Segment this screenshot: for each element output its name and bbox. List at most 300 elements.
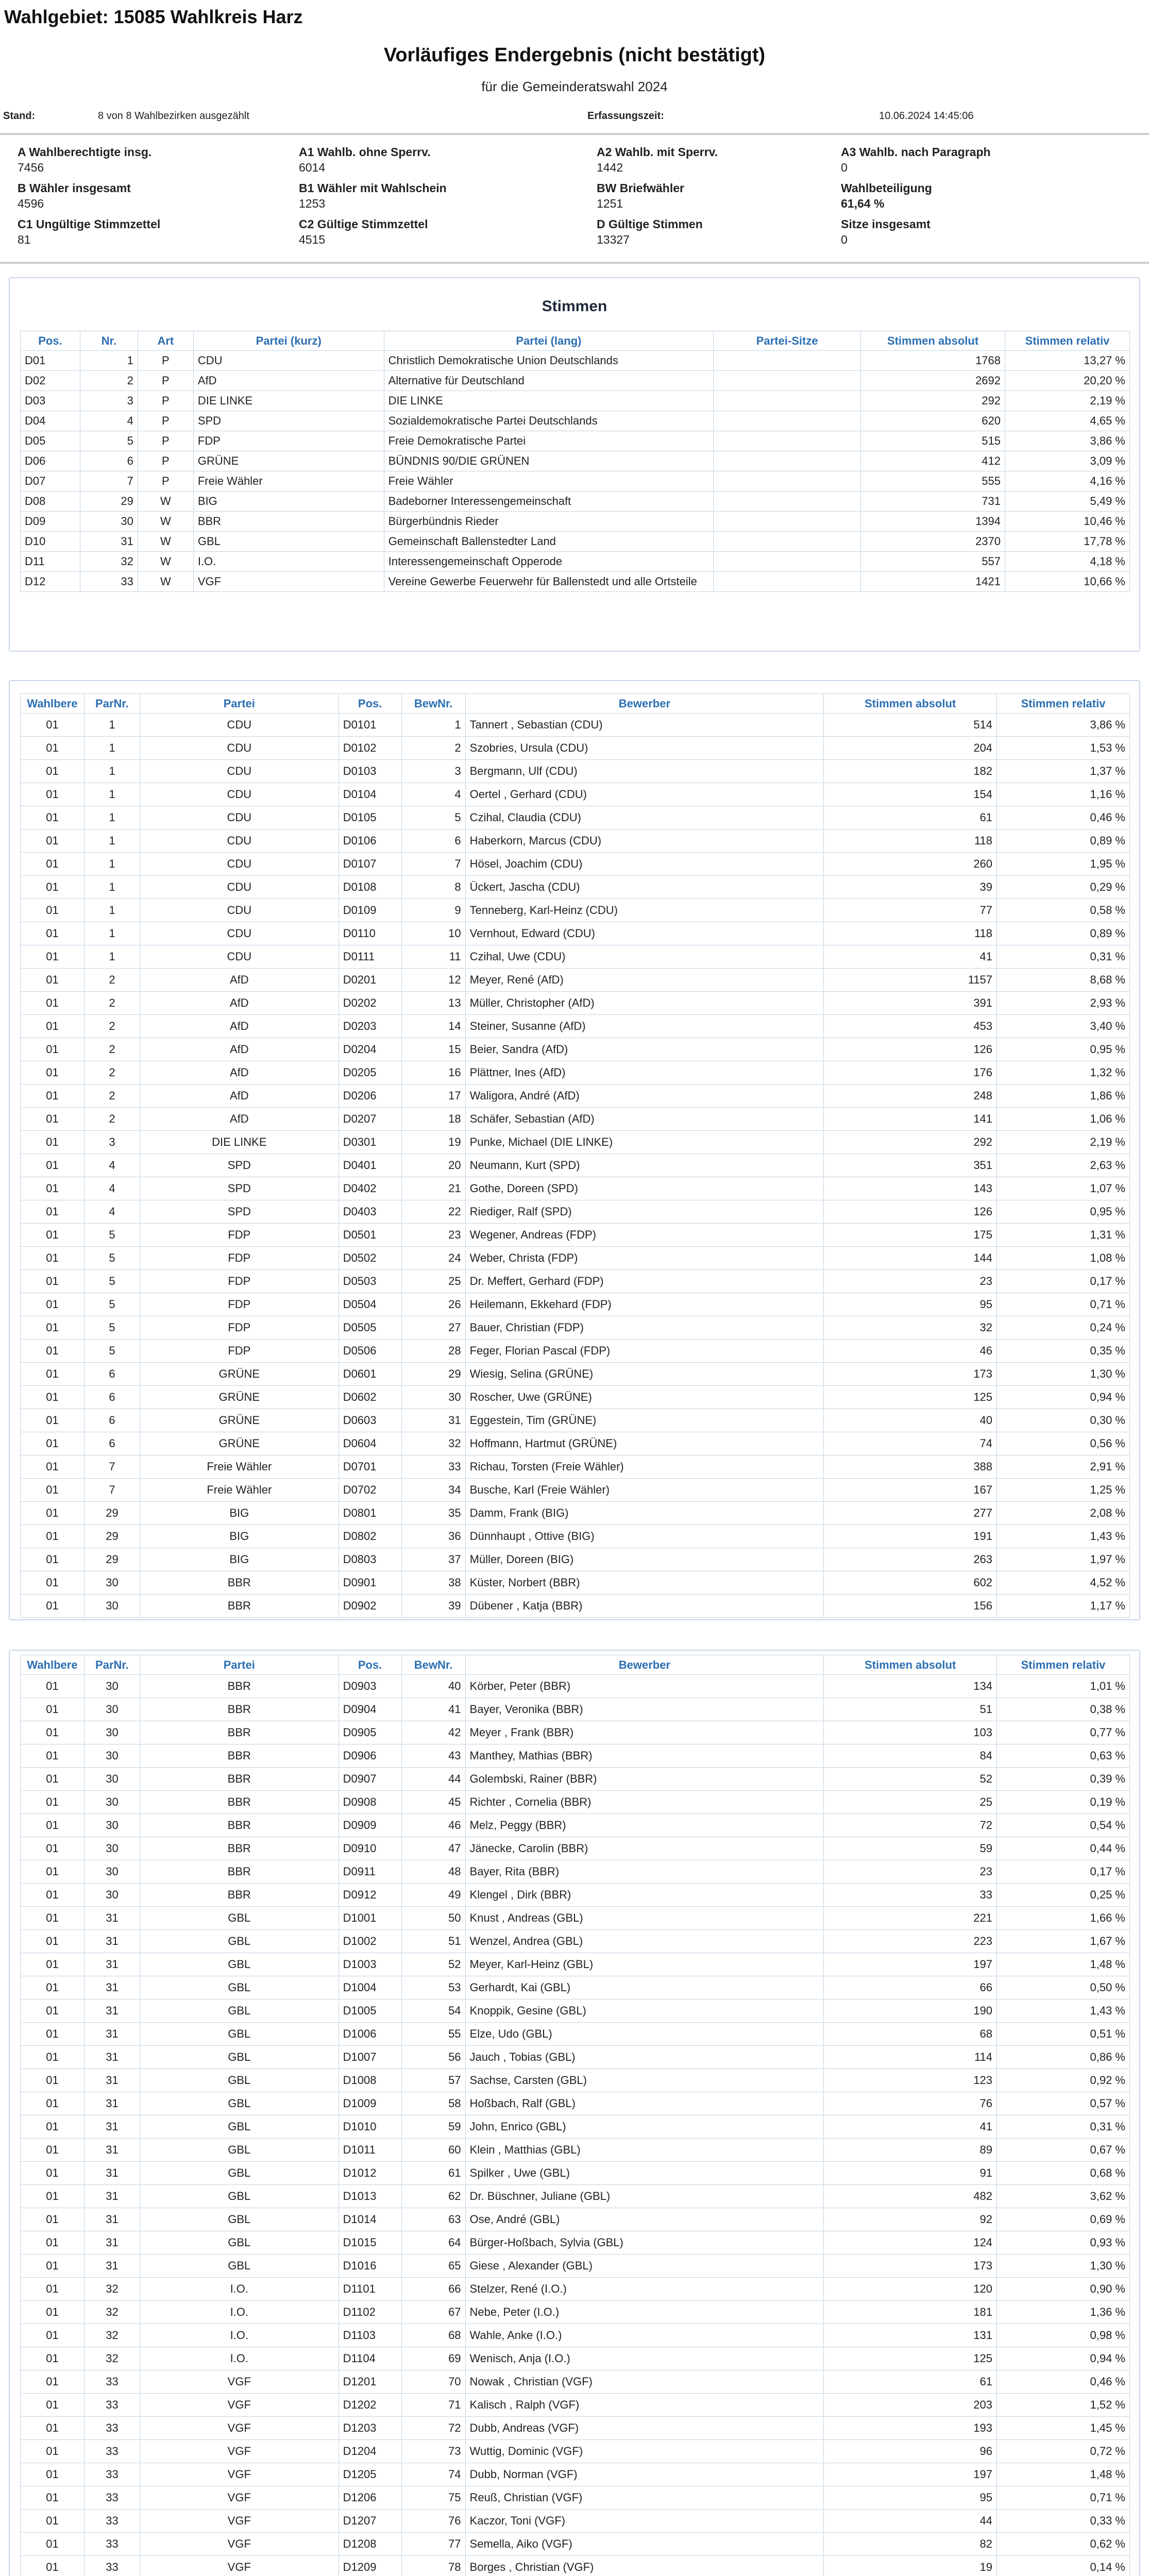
bewerber-card-2 (9, 1650, 1140, 2576)
cell-partei-lang: Alternative für Deutschland (384, 371, 714, 391)
cell-partei: BBR (140, 1595, 339, 1618)
cell-stimmen-relativ: 1,66 % (997, 1907, 1130, 1930)
cell-bewnr: 5 (401, 806, 465, 829)
cell-parnr: 1 (84, 783, 140, 806)
cell-partei-sitze (714, 351, 861, 371)
cell-bewnr: 33 (401, 1455, 465, 1479)
cell-stimmen-absolut: 118 (824, 922, 997, 945)
cell-art: W (138, 492, 193, 512)
cell-stimmen-absolut: 33 (824, 1884, 997, 1907)
cell-bewerber: Nowak , Christian (VGF) (465, 2370, 824, 2394)
cell-parnr: 32 (84, 2278, 140, 2301)
cell-partei: VGF (140, 2463, 339, 2486)
cell-wahlbere: 01 (21, 714, 85, 737)
cell-bewnr: 52 (401, 1953, 465, 1976)
cell-stimmen-relativ: 4,65 % (1005, 411, 1130, 431)
cell-wahlbere: 01 (21, 1409, 85, 1432)
cell-pos: D03 (21, 391, 80, 411)
cell-bewnr: 36 (401, 1525, 465, 1548)
cell-wahlbere: 01 (21, 2347, 85, 2370)
cell-stimmen-relativ: 17,78 % (1005, 532, 1130, 552)
table-row (21, 876, 1130, 899)
cell-bewerber: Vernhout, Edward (CDU) (465, 922, 824, 945)
cell-partei-lang: BÜNDNIS 90/DIE GRÜNEN (384, 451, 714, 471)
cell-bewnr: 70 (401, 2370, 465, 2394)
cell-wahlbere: 01 (21, 1837, 85, 1860)
cell-parnr: 2 (84, 1084, 140, 1108)
table-row (21, 1247, 1130, 1270)
cell-bewerber: Riediger, Ralf (SPD) (465, 1200, 824, 1224)
cell-stimmen-absolut: 156 (824, 1595, 997, 1618)
cell-stimmen-relativ: 1,06 % (997, 1108, 1130, 1131)
cell-stimmen-absolut: 175 (824, 1224, 997, 1247)
table-row (21, 1884, 1130, 1907)
cell-stimmen-relativ: 3,40 % (997, 1015, 1130, 1038)
cell-stimmen-absolut: 89 (824, 2139, 997, 2162)
stats-grid (18, 145, 1141, 253)
cell-stimmen-absolut: 2370 (861, 532, 1005, 552)
cell-bewnr: 14 (401, 1015, 465, 1038)
stat-item (18, 145, 151, 174)
stat-label: B1 Wähler mit Wahlschein (299, 181, 447, 195)
cell-nr: 6 (80, 451, 138, 471)
cell-stimmen-relativ: 0,77 % (997, 1721, 1130, 1744)
cell-pos: D1104 (339, 2347, 401, 2370)
cell-bewerber: John, Enrico (GBL) (465, 2115, 824, 2139)
cell-bewerber: Jauch , Tobias (GBL) (465, 2046, 824, 2069)
cell-stimmen-absolut: 2692 (861, 371, 1005, 391)
cell-partei-kurz: SPD (193, 411, 384, 431)
cell-bewerber: Neumann, Kurt (SPD) (465, 1154, 824, 1177)
stat-label: C1 Ungültige Stimmzettel (18, 217, 161, 231)
cell-partei: GBL (140, 2069, 339, 2092)
stat-label: A3 Wahlb. nach Paragraph (841, 145, 991, 159)
cell-bewnr: 67 (401, 2301, 465, 2324)
cell-pos: D0902 (339, 1595, 401, 1618)
stat-item (841, 217, 931, 246)
cell-stimmen-absolut: 59 (824, 1837, 997, 1860)
cell-bewerber: Hoßbach, Ralf (GBL) (465, 2092, 824, 2115)
cell-bewerber: Czihal, Claudia (CDU) (465, 806, 824, 829)
cell-partei: FDP (140, 1340, 339, 1363)
cell-nr: 33 (80, 572, 138, 592)
col-stimmen-absolut-header: Stimmen absolut (824, 694, 997, 714)
cell-parnr: 33 (84, 2417, 140, 2440)
cell-parnr: 33 (84, 2510, 140, 2533)
cell-bewerber: Manthey, Mathias (BBR) (465, 1744, 824, 1768)
cell-wahlbere: 01 (21, 783, 85, 806)
cell-bewnr: 22 (401, 1200, 465, 1224)
cell-partei-kurz: FDP (193, 431, 384, 451)
cell-parnr: 2 (84, 1061, 140, 1084)
stat-value: 7456 (18, 161, 44, 174)
stat-label: A2 Wahlb. mit Sperrv. (597, 145, 718, 159)
cell-pos: D0603 (339, 1409, 401, 1432)
cell-stimmen-relativ: 1,67 % (997, 1930, 1130, 1953)
cell-stimmen-absolut: 1394 (861, 512, 1005, 532)
cell-parnr: 6 (84, 1386, 140, 1409)
cell-partei-lang: Interessengemeinschaft Opperode (384, 552, 714, 572)
cell-bewerber: Wegener, Andreas (FDP) (465, 1224, 824, 1247)
cell-stimmen-relativ: 1,97 % (997, 1548, 1130, 1571)
cell-parnr: 30 (84, 1884, 140, 1907)
cell-stimmen-relativ: 1,25 % (997, 1479, 1130, 1502)
cell-partei: VGF (140, 2510, 339, 2533)
cell-bewerber: Bürger-Hoßbach, Sylvia (GBL) (465, 2231, 824, 2255)
cell-parnr: 31 (84, 1999, 140, 2023)
table-row (21, 806, 1130, 829)
cell-bewnr: 7 (401, 853, 465, 876)
cell-bewnr: 23 (401, 1224, 465, 1247)
cell-parnr: 1 (84, 853, 140, 876)
cell-stimmen-absolut: 66 (824, 1976, 997, 1999)
cell-partei: VGF (140, 2486, 339, 2510)
cell-parnr: 6 (84, 1409, 140, 1432)
cell-bewerber: Klein , Matthias (GBL) (465, 2139, 824, 2162)
col-stimmen-relativ-header: Stimmen relativ (1005, 331, 1130, 351)
cell-stimmen-relativ: 0,54 % (997, 1814, 1130, 1837)
cell-parnr: 32 (84, 2301, 140, 2324)
cell-partei-sitze (714, 471, 861, 492)
cell-wahlbere: 01 (21, 2417, 85, 2440)
col-partei-lang-header: Partei (lang) (384, 331, 714, 351)
cell-bewerber: Waligora, André (AfD) (465, 1084, 824, 1108)
report-header (0, 44, 1149, 95)
table-row (21, 2394, 1130, 2417)
divider (0, 133, 1149, 135)
cell-partei: GBL (140, 2115, 339, 2139)
cell-parnr: 32 (84, 2324, 140, 2347)
table-row (21, 922, 1130, 945)
cell-pos: D06 (21, 451, 80, 471)
cell-stimmen-absolut: 95 (824, 1293, 997, 1316)
cell-parnr: 30 (84, 1721, 140, 1744)
cell-parnr: 33 (84, 2486, 140, 2510)
cell-pos: D1101 (339, 2278, 401, 2301)
cell-bewnr: 32 (401, 1432, 465, 1455)
cell-wahlbere: 01 (21, 2486, 85, 2510)
stat-item (597, 181, 684, 210)
cell-pos: D1201 (339, 2370, 401, 2394)
cell-wahlbere: 01 (21, 899, 85, 922)
cell-partei: GBL (140, 1930, 339, 1953)
cell-partei-kurz: GBL (193, 532, 384, 552)
cell-stimmen-absolut: 92 (824, 2208, 997, 2231)
cell-pos: D1004 (339, 1976, 401, 1999)
stat-item (299, 145, 431, 174)
cell-partei: VGF (140, 2394, 339, 2417)
stat-label: B Wähler insgesamt (18, 181, 131, 195)
cell-partei: GBL (140, 2231, 339, 2255)
cell-bewnr: 65 (401, 2255, 465, 2278)
cell-stimmen-absolut: 203 (824, 2394, 997, 2417)
cell-stimmen-relativ: 0,93 % (997, 2231, 1130, 2255)
cell-stimmen-relativ: 0,31 % (997, 2115, 1130, 2139)
stat-item (299, 181, 447, 210)
cell-partei-lang: Sozialdemokratische Partei Deutschlands (384, 411, 714, 431)
cell-art: W (138, 532, 193, 552)
cell-wahlbere: 01 (21, 992, 85, 1015)
cell-parnr: 30 (84, 1744, 140, 1768)
cell-stimmen-absolut: 181 (824, 2301, 997, 2324)
cell-bewerber: Meyer, René (AfD) (465, 969, 824, 992)
col-partei-sitze-header: Partei-Sitze (714, 331, 861, 351)
cell-partei-sitze (714, 532, 861, 552)
cell-partei: I.O. (140, 2324, 339, 2347)
cell-partei: FDP (140, 1316, 339, 1340)
cell-stimmen-relativ: 0,69 % (997, 2208, 1130, 2231)
table-row (21, 2463, 1130, 2486)
cell-parnr: 31 (84, 2208, 140, 2231)
table-row (21, 1976, 1130, 1999)
table-row (21, 1698, 1130, 1721)
cell-partei: CDU (140, 806, 339, 829)
cell-stimmen-absolut: 173 (824, 2255, 997, 2278)
cell-bewnr: 37 (401, 1548, 465, 1571)
cell-stimmen-relativ: 0,71 % (997, 2486, 1130, 2510)
cell-pos: D0101 (339, 714, 401, 737)
table-row (21, 1548, 1130, 1571)
stat-label: C2 Gültige Stimmzettel (299, 217, 428, 231)
stat-value: 0 (841, 233, 848, 246)
cell-wahlbere: 01 (21, 737, 85, 760)
cell-stimmen-relativ: 1,31 % (997, 1224, 1130, 1247)
table-row (21, 1200, 1130, 1224)
table-row (21, 2069, 1130, 2092)
table-row (21, 431, 1130, 451)
cell-bewerber: Eggestein, Tim (GRÜNE) (465, 1409, 824, 1432)
table-row (21, 2278, 1130, 2301)
cell-parnr: 5 (84, 1340, 140, 1363)
cell-stimmen-absolut: 731 (861, 492, 1005, 512)
cell-partei: BIG (140, 1502, 339, 1525)
cell-nr: 7 (80, 471, 138, 492)
table-row (21, 552, 1130, 572)
cell-parnr: 1 (84, 760, 140, 783)
cell-bewerber: Feger, Florian Pascal (FDP) (465, 1340, 824, 1363)
cell-stimmen-relativ: 10,46 % (1005, 512, 1130, 532)
table-row (21, 899, 1130, 922)
table-row (21, 1744, 1130, 1768)
cell-bewerber: Müller, Christopher (AfD) (465, 992, 824, 1015)
cell-stimmen-absolut: 77 (824, 899, 997, 922)
cell-bewnr: 73 (401, 2440, 465, 2463)
cell-stimmen-relativ: 1,36 % (997, 2301, 1130, 2324)
cell-stimmen-absolut: 1768 (861, 351, 1005, 371)
cell-bewnr: 30 (401, 1386, 465, 1409)
cell-partei: I.O. (140, 2347, 339, 2370)
cell-stimmen-absolut: 25 (824, 1791, 997, 1814)
cell-wahlbere: 01 (21, 1548, 85, 1571)
table-row (21, 1293, 1130, 1316)
cell-stimmen-absolut: 41 (824, 945, 997, 969)
cell-pos: D08 (21, 492, 80, 512)
cell-stimmen-relativ: 0,46 % (997, 806, 1130, 829)
cell-stimmen-relativ: 0,30 % (997, 1409, 1130, 1432)
cell-partei: GBL (140, 1953, 339, 1976)
table-row (21, 1455, 1130, 1479)
cell-partei-kurz: BBR (193, 512, 384, 532)
cell-stimmen-relativ: 0,17 % (997, 1860, 1130, 1884)
cell-partei-lang: DIE LINKE (384, 391, 714, 411)
cell-stimmen-absolut: 197 (824, 2463, 997, 2486)
cell-stimmen-relativ: 0,89 % (997, 922, 1130, 945)
col-partei-kurz-header: Partei (kurz) (193, 331, 384, 351)
cell-bewnr: 74 (401, 2463, 465, 2486)
cell-stimmen-absolut: 126 (824, 1038, 997, 1061)
cell-stimmen-relativ: 0,71 % (997, 1293, 1130, 1316)
cell-parnr: 4 (84, 1177, 140, 1200)
cell-wahlbere: 01 (21, 1595, 85, 1618)
cell-parnr: 31 (84, 2115, 140, 2139)
cell-bewnr: 13 (401, 992, 465, 1015)
col-parnr-header: ParNr. (84, 694, 140, 714)
cell-partei-kurz: DIE LINKE (193, 391, 384, 411)
cell-pos: D1002 (339, 1930, 401, 1953)
cell-stimmen-absolut: 84 (824, 1744, 997, 1768)
cell-bewerber: Szobries, Ursula (CDU) (465, 737, 824, 760)
cell-parnr: 7 (84, 1455, 140, 1479)
cell-wahlbere: 01 (21, 1154, 85, 1177)
stand-label: Stand: (3, 110, 36, 122)
cell-partei: AfD (140, 992, 339, 1015)
cell-partei-kurz: Freie Wähler (193, 471, 384, 492)
cell-stimmen-absolut: 120 (824, 2278, 997, 2301)
cell-pos: D11 (21, 552, 80, 572)
cell-stimmen-absolut: 555 (861, 471, 1005, 492)
cell-wahlbere: 01 (21, 1884, 85, 1907)
cell-stimmen-absolut: 125 (824, 2347, 997, 2370)
cell-bewnr: 72 (401, 2417, 465, 2440)
cell-bewnr: 19 (401, 1131, 465, 1154)
cell-pos: D0103 (339, 760, 401, 783)
cell-stimmen-absolut: 141 (824, 1108, 997, 1131)
cell-wahlbere: 01 (21, 2440, 85, 2463)
table-row (21, 1525, 1130, 1548)
cell-stimmen-relativ: 3,62 % (997, 2185, 1130, 2208)
cell-parnr: 1 (84, 876, 140, 899)
cell-bewerber: Dr. Büschner, Juliane (GBL) (465, 2185, 824, 2208)
table-row (21, 1999, 1130, 2023)
cell-bewnr: 34 (401, 1479, 465, 1502)
cell-bewerber: Beier, Sandra (AfD) (465, 1038, 824, 1061)
cell-parnr: 33 (84, 2556, 140, 2576)
table-row (21, 2255, 1130, 2278)
cell-stimmen-relativ: 0,94 % (997, 1386, 1130, 1409)
cell-bewnr: 26 (401, 1293, 465, 1316)
table-row (21, 1316, 1130, 1340)
table-row (21, 783, 1130, 806)
stand-value: 8 von 8 Wahlbezirken ausgezählt (98, 110, 249, 122)
cell-wahlbere: 01 (21, 876, 85, 899)
stat-label: Wahlbeteiligung (841, 181, 932, 195)
cell-bewerber: Reuß, Christian (VGF) (465, 2486, 824, 2510)
cell-stimmen-absolut: 123 (824, 2069, 997, 2092)
cell-wahlbere: 01 (21, 2162, 85, 2185)
cell-pos: D0106 (339, 829, 401, 853)
cell-pos: D0901 (339, 1571, 401, 1595)
cell-parnr: 1 (84, 806, 140, 829)
cell-partei: SPD (140, 1154, 339, 1177)
cell-wahlbere: 01 (21, 1386, 85, 1409)
erfassung-value: 10.06.2024 14:45:06 (879, 110, 974, 122)
cell-stimmen-relativ: 5,49 % (1005, 492, 1130, 512)
cell-stimmen-absolut: 602 (824, 1571, 997, 1595)
cell-stimmen-relativ: 0,63 % (997, 1744, 1130, 1768)
divider (0, 262, 1149, 264)
page-subtitle: für die Gemeinderatswahl 2024 (481, 79, 668, 94)
cell-wahlbere: 01 (21, 1814, 85, 1837)
cell-bewerber: Plättner, Ines (AfD) (465, 1061, 824, 1084)
cell-partei: AfD (140, 1038, 339, 1061)
cell-stimmen-relativ: 0,39 % (997, 1768, 1130, 1791)
cell-pos: D0204 (339, 1038, 401, 1061)
cell-pos: D0909 (339, 1814, 401, 1837)
cell-bewerber: Kalisch , Ralph (VGF) (465, 2394, 824, 2417)
cell-bewnr: 9 (401, 899, 465, 922)
cell-stimmen-relativ: 1,53 % (997, 737, 1130, 760)
cell-stimmen-absolut: 182 (824, 760, 997, 783)
cell-parnr: 3 (84, 1131, 140, 1154)
cell-parnr: 5 (84, 1224, 140, 1247)
cell-parnr: 33 (84, 2533, 140, 2556)
col-bewerber-header: Bewerber (465, 694, 824, 714)
cell-pos: D0403 (339, 1200, 401, 1224)
cell-pos: D1205 (339, 2463, 401, 2486)
cell-partei: GRÜNE (140, 1386, 339, 1409)
cell-partei: BBR (140, 1571, 339, 1595)
cell-stimmen-absolut: 95 (824, 2486, 997, 2510)
cell-pos: D10 (21, 532, 80, 552)
cell-pos: D1007 (339, 2046, 401, 2069)
cell-bewerber: Hösel, Joachim (CDU) (465, 853, 824, 876)
cell-bewnr: 31 (401, 1409, 465, 1432)
cell-partei: AfD (140, 1061, 339, 1084)
table-row (21, 2324, 1130, 2347)
cell-wahlbere: 01 (21, 1525, 85, 1548)
cell-art: W (138, 512, 193, 532)
cell-stimmen-absolut: 23 (824, 1270, 997, 1293)
table-row (21, 1860, 1130, 1884)
cell-pos: D0701 (339, 1455, 401, 1479)
cell-parnr: 2 (84, 1015, 140, 1038)
cell-wahlbere: 01 (21, 853, 85, 876)
cell-wahlbere: 01 (21, 2324, 85, 2347)
cell-wahlbere: 01 (21, 2231, 85, 2255)
cell-pos: D0202 (339, 992, 401, 1015)
cell-partei: FDP (140, 1247, 339, 1270)
cell-stimmen-relativ: 0,95 % (997, 1038, 1130, 1061)
cell-partei: CDU (140, 760, 339, 783)
cell-bewnr: 55 (401, 2023, 465, 2046)
cell-parnr: 30 (84, 1571, 140, 1595)
cell-bewnr: 18 (401, 1108, 465, 1131)
cell-bewerber: Richau, Torsten (Freie Wähler) (465, 1455, 824, 1479)
app-title: Wahlgebiet: 15085 Wahlkreis Harz (4, 6, 303, 27)
cell-parnr: 30 (84, 1814, 140, 1837)
cell-pos: D1102 (339, 2301, 401, 2324)
cell-partei-lang: Badeborner Interessengemeinschaft (384, 492, 714, 512)
cell-wahlbere: 01 (21, 1108, 85, 1131)
cell-pos: D0111 (339, 945, 401, 969)
stat-item (18, 181, 131, 210)
cell-stimmen-relativ: 1,45 % (997, 2417, 1130, 2440)
cell-stimmen-relativ: 0,19 % (997, 1791, 1130, 1814)
cell-stimmen-relativ: 0,72 % (997, 2440, 1130, 2463)
cell-pos: D05 (21, 431, 80, 451)
cell-partei: FDP (140, 1270, 339, 1293)
cell-parnr: 30 (84, 1791, 140, 1814)
